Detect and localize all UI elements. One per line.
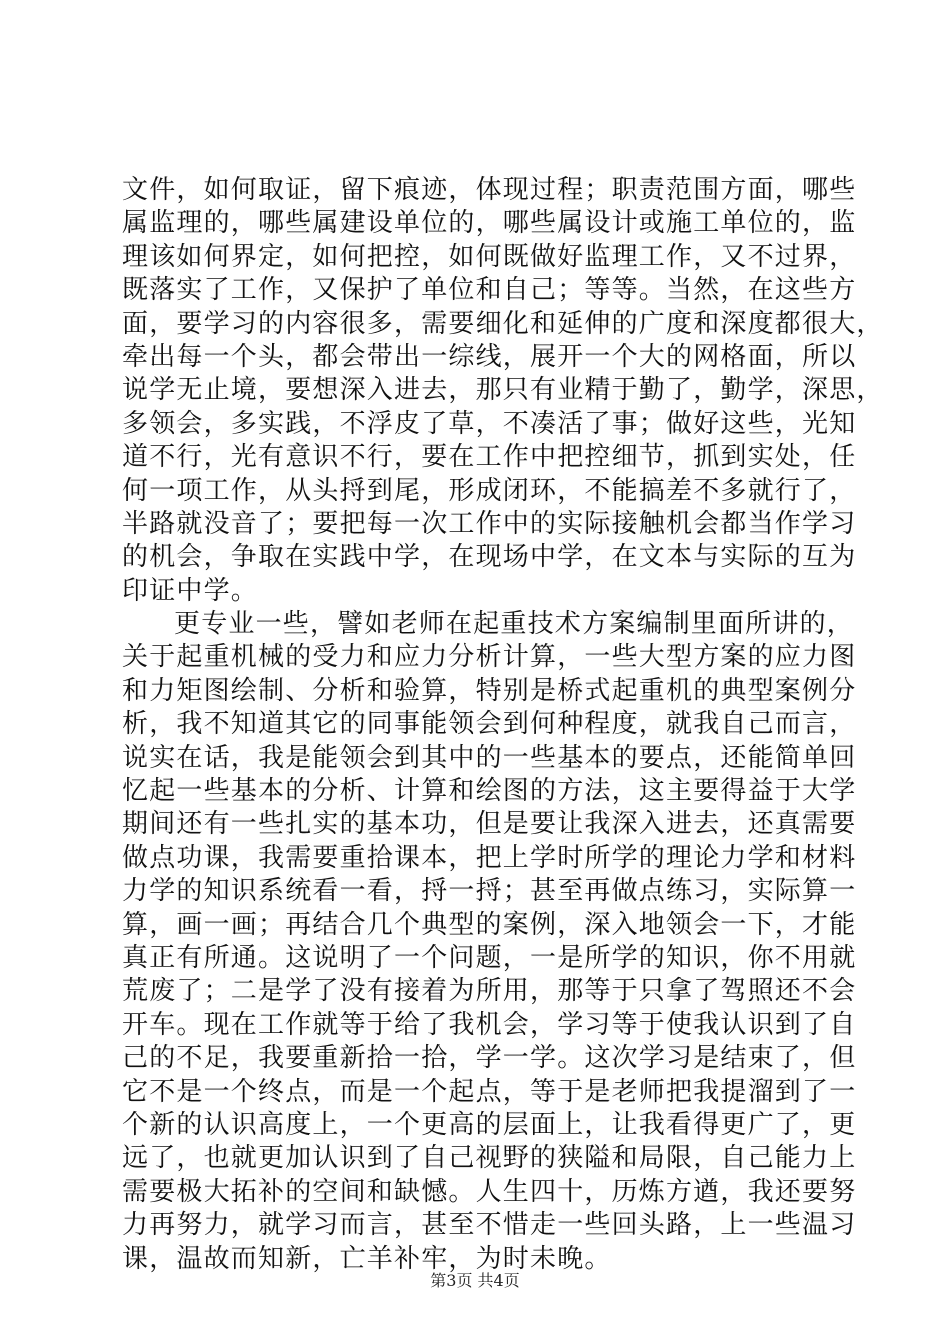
text-line: 做点功课，我需要重拾课本，把上学时所学的理论力学和材料 (122, 842, 857, 873)
text-line: 需要极大拓补的空间和缺憾。人生四十，历炼方遒，我还要努 (122, 1176, 857, 1207)
text-line: 说实在话，我是能领会到其中的一些基本的要点，还能简单回 (122, 742, 857, 773)
text-line: 道不行，光有意识不行，要在工作中把控细节，抓到实处，任 (122, 442, 857, 473)
text-line: 荒废了；二是学了没有接着为所用，那等于只拿了驾照还不会 (122, 976, 857, 1007)
text-line: 己的不足，我要重新拾一拾，学一学。这次学习是结束了，但 (122, 1043, 857, 1074)
paragraph-first-line: 更专业一些，譬如老师在起重技术方案编制里面所讲的， (174, 609, 855, 640)
text-line: 牵出每一个头，都会带出一综线，展开一个大的网格面，所以 (122, 341, 857, 372)
text-line: 个新的认识高度上，一个更高的层面上，让我看得更广了，更 (122, 1109, 857, 1140)
text-line: 期间还有一些扎实的基本功，但是要让我深入进去，还真需要 (122, 809, 857, 840)
text-line: 文件，如何取证，留下痕迹，体现过程；职责范围方面，哪些 (122, 175, 857, 205)
text-line: 多领会，多实践，不浮皮了草，不凑活了事；做好这些，光知 (122, 408, 857, 439)
text-line: 关于起重机械的受力和应力分析计算，一些大型方案的应力图 (122, 642, 857, 673)
text-line: 半路就没音了；要把每一次工作中的实际接触机会都当作学习 (122, 508, 857, 539)
text-line: 力学的知识系统看一看，捋一捋；甚至再做点练习，实际算一 (122, 876, 857, 907)
text-line: 开车。现在工作就等于给了我机会，学习等于使我认识到了自 (122, 1009, 857, 1040)
document-body (122, 174, 884, 1276)
text-line: 面，要学习的内容很多，需要细化和延伸的广度和深度都很大， (122, 308, 884, 339)
text-line: 算，画一画；再结合几个典型的案例，深入地领会一下，才能 (122, 909, 857, 940)
text-line: 它不是一个终点，而是一个起点，等于是老师把我提溜到了一 (122, 1076, 857, 1107)
text-line: 的机会，争取在实践中学，在现场中学，在文本与实际的互为 (122, 542, 857, 573)
page-footer (0, 1271, 950, 1291)
text-line: 何一项工作，从头捋到尾，形成闭环，不能搞差不多就行了， (122, 475, 857, 506)
text-line: 说学无止境，要想深入进去，那只有业精于勤了，勤学，深思， (122, 375, 884, 406)
text-line: 析，我不知道其它的同事能领会到何种程度，就我自己而言， (122, 709, 857, 740)
text-line: 力再努力，就学习而言，甚至不惜走一些回头路，上一些温习 (122, 1210, 857, 1241)
text-line: 属监理的，哪些属建设单位的，哪些属设计或施工单位的，监 (122, 208, 857, 239)
text-line: 印证中学。 (122, 575, 259, 606)
text-line: 和力矩图绘制、分析和验算，特别是桥式起重机的典型案例分 (122, 675, 857, 706)
text-line: 既落实了工作，又保护了单位和自己；等等。当然，在这些方 (122, 275, 857, 306)
text-line: 忆起一些基本的分析、计算和绘图的方法，这主要得益于大学 (122, 776, 857, 807)
text-line: 真正有所通。这说明了一个问题，一是所学的知识，你不用就 (122, 942, 857, 973)
text-line: 理该如何界定，如何把控，如何既做好监理工作，又不过界， (122, 241, 857, 272)
text-line: 远了，也就更加认识到了自己视野的狭隘和局限，自己能力上 (122, 1143, 857, 1174)
text-line: 课，温故而知新，亡羊补牢，为时未晚。 (122, 1243, 612, 1274)
page-number: 第3页 共4页 (430, 1271, 520, 1290)
